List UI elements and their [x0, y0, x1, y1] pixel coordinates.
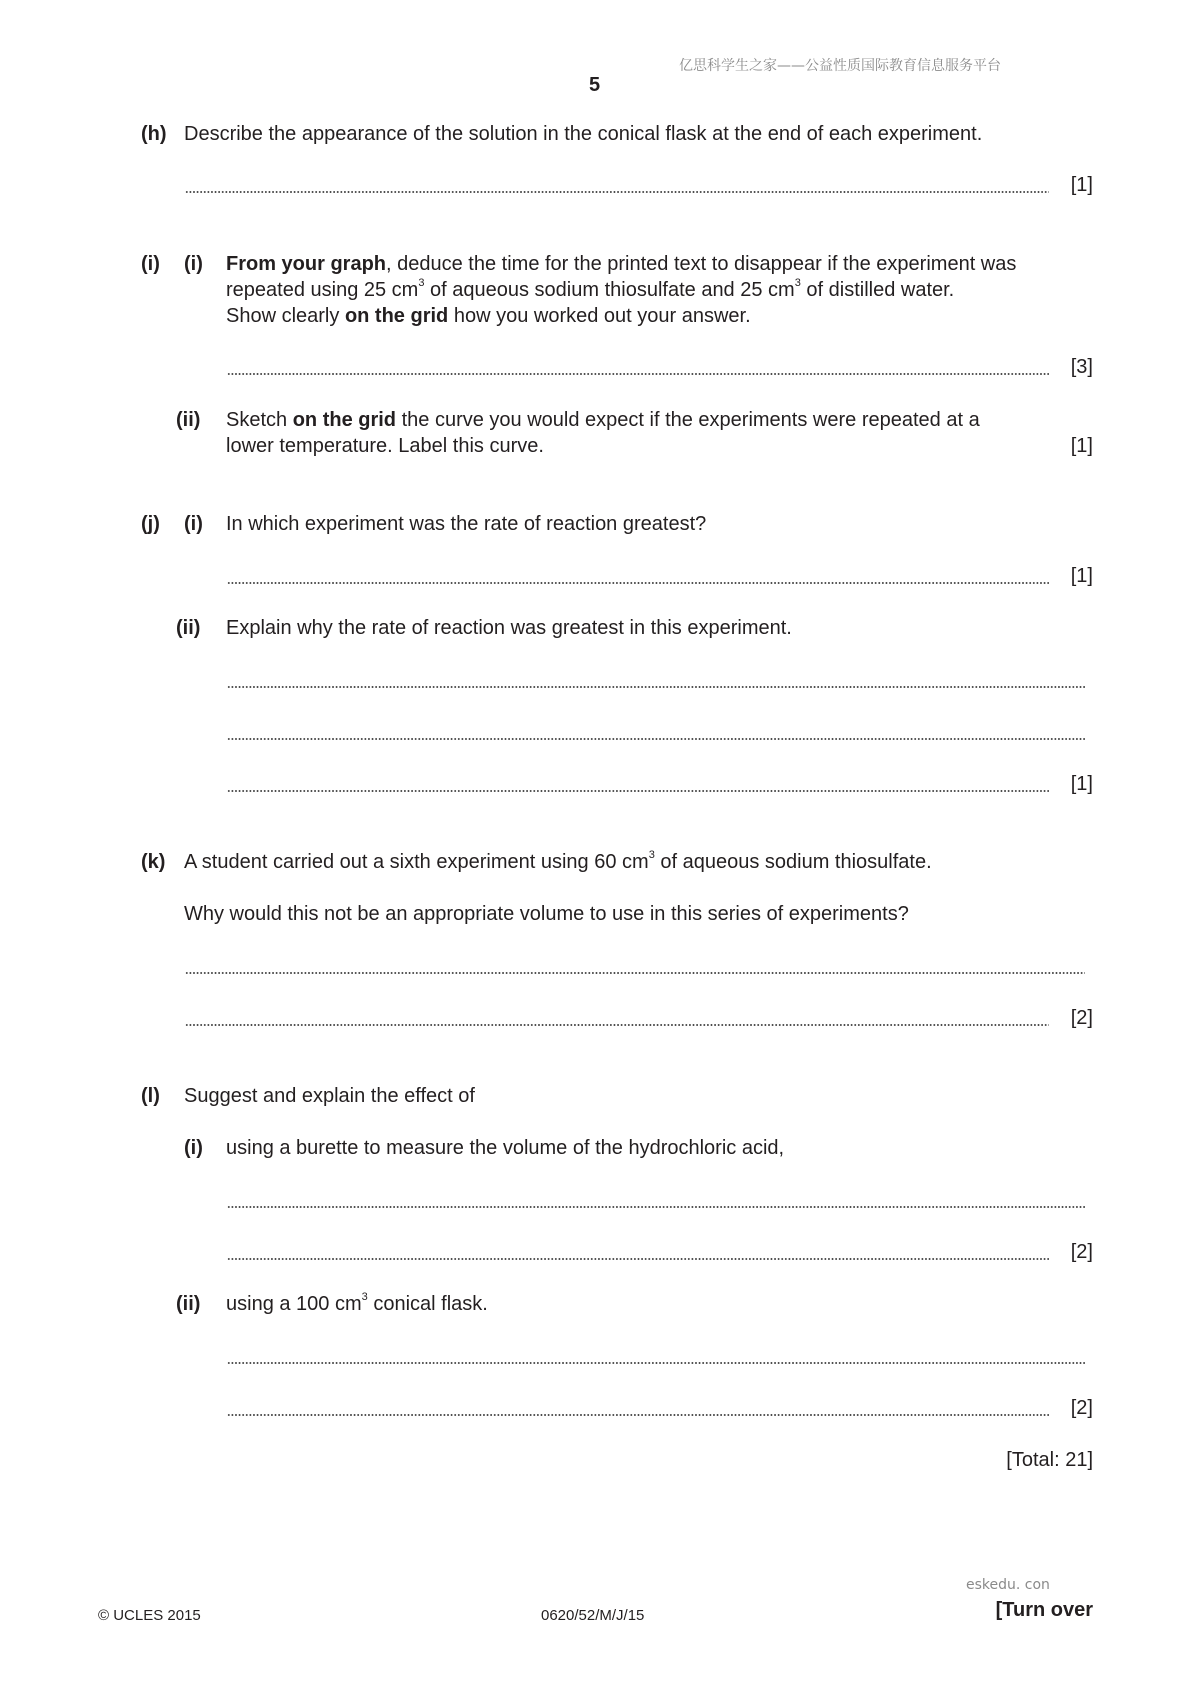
question-text-i-ii-line1 — [226, 407, 980, 433]
question-label-j: (j) — [141, 513, 160, 535]
subpart-label-j-ii: (ii) — [176, 617, 201, 639]
text-fragment: the curve you would expect if the experiments were repeated at a — [396, 409, 980, 431]
text-fragment: repeated using 25 cm — [226, 279, 419, 301]
subpart-label-l-i: (i) — [184, 1137, 203, 1159]
answer-line-j-ii-2[interactable] — [227, 737, 1085, 741]
text-fragment: , deduce the time for the printed text to disappear if the experiment was — [386, 253, 1017, 275]
superscript: 3 — [794, 277, 801, 290]
paper-code: 0620/52/M/J/15 — [541, 1607, 645, 1624]
answer-line-k-1[interactable] — [185, 971, 1085, 975]
question-text-l: Suggest and explain the effect of — [184, 1085, 475, 1107]
mark-j-i: [1] — [1070, 565, 1093, 587]
text-fragment: Show clearly — [226, 305, 345, 327]
answer-line-l-ii-1[interactable] — [227, 1361, 1085, 1365]
question-text-l-ii — [226, 1291, 488, 1317]
subpart-label-i-i: (i) — [184, 253, 203, 275]
superscript: 3 — [361, 1291, 368, 1304]
mark-l-ii: [2] — [1070, 1397, 1093, 1419]
turn-over: [Turn over — [995, 1599, 1093, 1621]
emphasis-on-the-grid: on the grid — [292, 409, 397, 431]
subpart-label-i-ii: (ii) — [176, 409, 201, 431]
question-text-i-ii-line2: lower temperature. Label this curve. — [226, 435, 544, 457]
question-text-i-i-line3 — [226, 303, 751, 329]
question-label-k: (k) — [141, 851, 166, 873]
mark-i-i: [3] — [1070, 356, 1093, 378]
superscript: 3 — [418, 277, 425, 290]
answer-line-j-ii-3[interactable] — [227, 789, 1049, 793]
answer-line-k-2[interactable] — [185, 1023, 1049, 1027]
question-text-i-i-line2 — [226, 277, 954, 303]
text-fragment: how you worked out your answer. — [448, 305, 751, 327]
mark-k: [2] — [1070, 1007, 1093, 1029]
total-marks: [Total: 21] — [1006, 1449, 1093, 1471]
answer-line-l-ii-2[interactable] — [227, 1413, 1049, 1417]
question-label-i: (i) — [141, 253, 160, 275]
text-fragment: of distilled water. — [800, 279, 955, 301]
question-text-h: Describe the appearance of the solution in the conical flask at the end of each experiment. — [184, 123, 983, 145]
emphasis-on-the-grid: on the grid — [344, 305, 449, 327]
question-text-j-i: In which experiment was the rate of reaction greatest? — [226, 513, 707, 535]
text-fragment: of aqueous sodium thiosulfate and 25 cm — [424, 279, 795, 301]
question-text-l-i: using a burette to measure the volume of the hydrochloric acid, — [226, 1137, 785, 1159]
mark-l-i: [2] — [1070, 1241, 1093, 1263]
subpart-label-j-i: (i) — [184, 513, 203, 535]
question-text-k-why: Why would this not be an appropriate volume to use in this series of experiments? — [184, 903, 909, 925]
answer-line-i-i[interactable] — [227, 372, 1049, 376]
mark-h: [1] — [1070, 174, 1093, 196]
copyright: © UCLES 2015 — [98, 1607, 201, 1624]
page-number: 5 — [589, 74, 601, 96]
answer-line-l-i-1[interactable] — [227, 1205, 1085, 1209]
question-text-i-i-line1 — [226, 251, 1016, 277]
text-fragment: using a 100 cm — [226, 1293, 362, 1315]
subpart-label-l-ii: (ii) — [176, 1293, 201, 1315]
answer-line-j-ii-1[interactable] — [227, 685, 1085, 689]
question-text-k — [184, 849, 932, 875]
question-label-l: (l) — [141, 1085, 160, 1107]
emphasis-from-your-graph: From your graph — [226, 253, 387, 275]
question-text-j-ii: Explain why the rate of reaction was greatest in this experiment. — [226, 617, 792, 639]
footer-watermark: eskedu. con — [966, 1577, 1050, 1593]
text-fragment: A student carried out a sixth experiment using 60 cm — [184, 851, 649, 873]
text-fragment: Sketch — [226, 409, 293, 431]
mark-i-ii: [1] — [1070, 435, 1093, 457]
answer-line-j-i[interactable] — [227, 581, 1049, 585]
mark-j-ii: [1] — [1070, 773, 1093, 795]
answer-line-h[interactable] — [185, 190, 1049, 194]
text-fragment: of aqueous sodium thiosulfate. — [654, 851, 932, 873]
text-fragment: conical flask. — [367, 1293, 488, 1315]
superscript: 3 — [648, 849, 655, 862]
header-watermark: 亿思科学生之家——公益性质国际教育信息服务平台 — [679, 58, 1001, 74]
answer-line-l-i-2[interactable] — [227, 1257, 1049, 1261]
question-label-h: (h) — [141, 123, 167, 145]
